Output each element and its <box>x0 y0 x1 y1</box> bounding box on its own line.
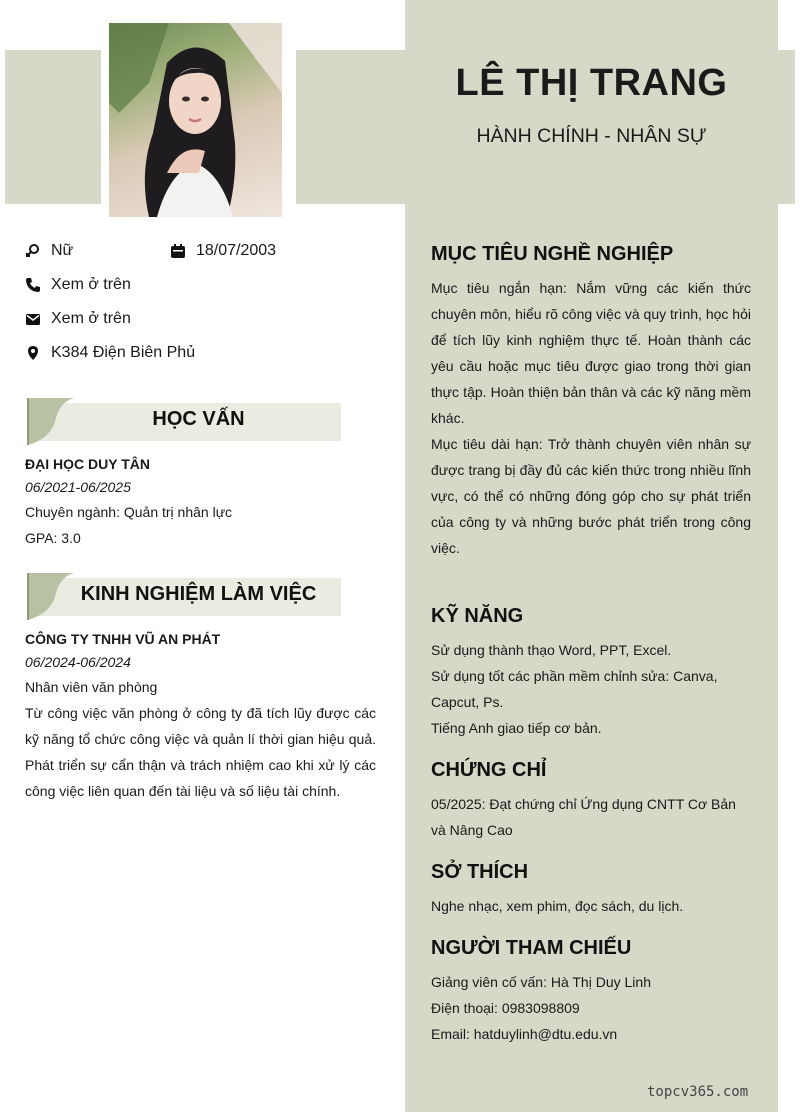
education-period: 06/2021-06/2025 <box>25 479 131 495</box>
address-info <box>25 344 195 362</box>
header-band-right <box>778 50 795 204</box>
email-value: Xem ở trên <box>51 310 131 327</box>
reference-email: Email: hatduylinh@dtu.edu.vn <box>431 1026 618 1042</box>
gender-icon <box>25 243 41 259</box>
birthday-info <box>170 242 276 260</box>
objective-title: MỤC TIÊU NGHỀ NGHIỆP <box>431 243 674 265</box>
skill-item: Sử dụng tốt các phần mềm chỉnh sửa: Canva, Capcut, Ps. <box>431 668 718 710</box>
birthday-value: 18/07/2003 <box>196 242 277 259</box>
certificates-title: CHỨNG CHỈ <box>431 759 547 781</box>
hobbies-text: Nghe nhạc, xem phim, đọc sách, du lịch. <box>431 898 684 914</box>
portrait-illustration <box>109 23 282 217</box>
phone-info <box>25 276 131 294</box>
objective-short-term: Mục tiêu ngắn hạn: Nắm vững các kiến thức chuyên môn, hiểu rõ công việc và quy trình, học hỏi để tích lũy kinh nghiệm thực tế. Hoàn thành các yêu cầu hoặc mục tiêu được giao trong thời gian thực tập. Hoàn thiện bản thân và các kỹ năng mềm khác. <box>431 280 751 426</box>
experience-title: KINH NGHIỆM LÀM VIỆC <box>80 583 317 605</box>
envelope-icon <box>25 311 41 327</box>
candidate-name: LÊ THỊ TRANG <box>455 62 728 104</box>
watermark: topcv365.com <box>647 1084 749 1100</box>
education-gpa: GPA: 3.0 <box>25 530 81 546</box>
education-title: HỌC VẤN <box>152 408 245 430</box>
certificate-item: 05/2025: Đạt chứng chỉ Ứng dụng CNTT Cơ Bản và Nâng Cao <box>431 796 736 838</box>
address-value: K384 Điện Biên Phủ <box>51 344 196 361</box>
skill-item: Tiếng Anh giao tiếp cơ bản. <box>431 720 602 736</box>
references-title: NGƯỜI THAM CHIẾU <box>431 937 632 959</box>
objective-long-term: Mục tiêu dài hạn: Trở thành chuyên viên nhân sự được trang bị đầy đủ các kiến thức trong nhiều lĩnh vực, có thể có những đóng góp cho sự phát triển của công ty và những bước phát triển trong công việc. <box>431 436 751 556</box>
calendar-icon <box>170 243 186 259</box>
experience-period: 06/2024-06/2024 <box>25 654 131 670</box>
header-band-middle <box>296 50 406 204</box>
email-info <box>25 310 131 328</box>
experience-description: Từ công việc văn phòng ở công ty đã tích lũy được các kỹ năng tổ chức công việc và quản lí thời gian hiệu quả. Phát triển sự cẩn thận và trách nhiệm cao khi xử lý các công việc liên quan đến tài liệu và số liệu tài chính. <box>25 705 376 799</box>
skills-title: KỸ NĂNG <box>431 605 524 627</box>
phone-icon <box>25 277 41 293</box>
hobbies-title: SỞ THÍCH <box>431 861 529 883</box>
experience-position: Nhân viên văn phòng <box>25 679 158 695</box>
gender-value: Nữ <box>51 242 74 259</box>
education-heading <box>26 398 341 441</box>
profile-photo <box>109 23 282 217</box>
header-band-left <box>5 50 101 204</box>
school-name: ĐẠI HỌC DUY TÂN <box>25 456 150 472</box>
reference-advisor: Giảng viên cố vấn: Hà Thị Duy Linh <box>431 974 651 990</box>
gender-info <box>25 242 73 260</box>
reference-phone: Điện thoại: 0983098809 <box>431 1000 580 1016</box>
experience-heading <box>26 573 341 616</box>
candidate-role: HÀNH CHÍNH - NHÂN SỰ <box>476 125 707 147</box>
education-major: Chuyên ngành: Quản trị nhân lực <box>25 504 233 520</box>
skill-item: Sử dụng thành thạo Word, PPT, Excel. <box>431 642 672 658</box>
company-name: CÔNG TY TNHH VŨ AN PHÁT <box>25 631 221 647</box>
phone-value: Xem ở trên <box>51 276 131 293</box>
location-pin-icon <box>25 345 41 361</box>
